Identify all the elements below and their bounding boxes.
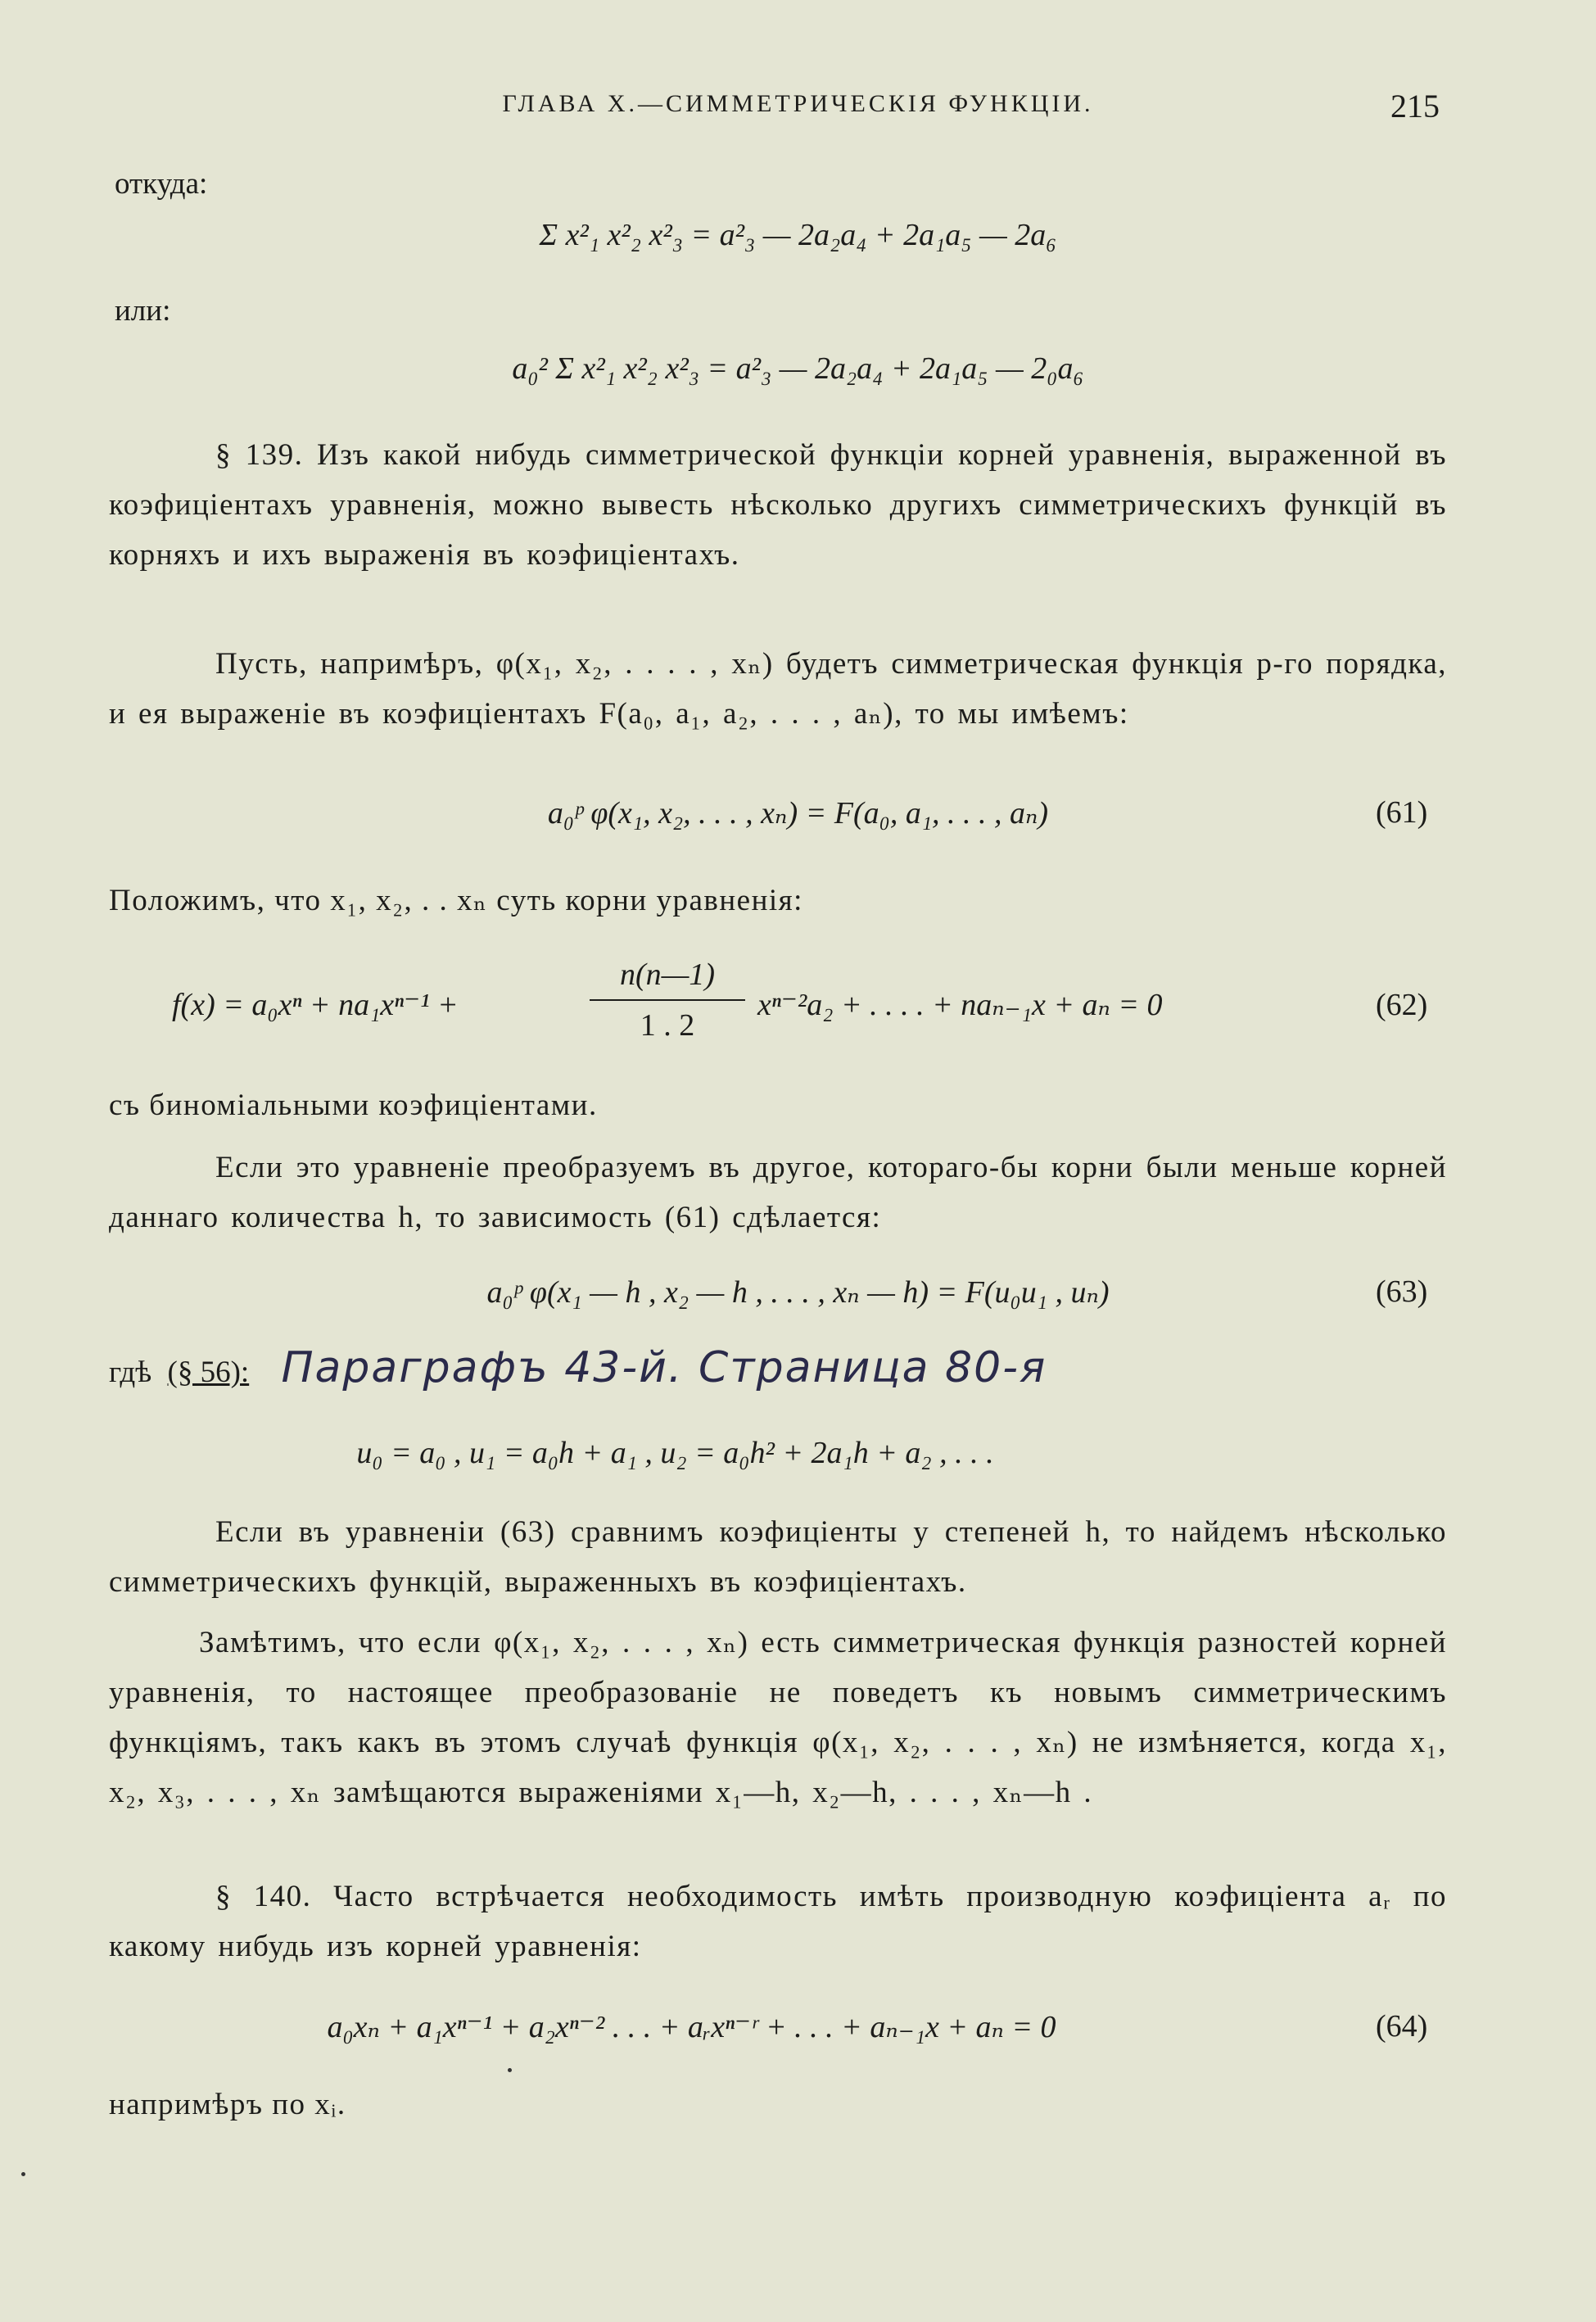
equation-62-fraction-denominator: 1 . 2 xyxy=(640,1008,695,1043)
equation-62-left: f(x) = a₀xⁿ + na₁xⁿ⁻¹ + xyxy=(172,988,459,1022)
page-number: 215 xyxy=(1390,88,1440,124)
equation-64: a₀xₙ + a₁xⁿ⁻¹ + a₂xⁿ⁻² . . . + aᵣxⁿ⁻ʳ + . . . + aₙ₋₁x + aₙ = 0 xyxy=(327,2010,1056,2044)
equation-1: Σ x²₁ x²₂ x²₃ = a²₃ — 2a₂a₄ + 2a₁a₅ — 2a₆ xyxy=(539,218,1057,252)
fraction-bar xyxy=(590,999,745,1001)
equation-2: a₀² Σ x²₁ x²₂ x²₃ = a²₃ — 2a₂a₄ + 2a₁a₅ — 2₀a₆ xyxy=(512,351,1084,386)
handwritten-note: Параграфъ 43-й. Страница 80-я xyxy=(281,1343,1047,1392)
paragraph-140: § 140. Часто встрѣчается необходимость имѣть производную коэфиціента aᵣ по какому нибудь изъ корней уравненія: xyxy=(109,1880,1447,1963)
text-gde: гдѣ xyxy=(109,1356,152,1389)
text-naprimer: напримѣръ по xᵢ. xyxy=(109,2088,346,2121)
paper-speck xyxy=(21,2172,25,2176)
paragraph-pust: Пусть, напримѣръ, φ(x₁, x₂, . . . . , xₙ) будетъ симметрическая функція p-го порядка, и ея выраженіе въ коэфиціентахъ F(a₀, a₁, a₂, . . . , aₙ), то мы имѣемъ: xyxy=(109,647,1447,731)
paragraph-esli-2: Если въ уравненіи (63) сравнимъ коэфиціенты у степеней h, то найдемъ нѣсколько симметрическихъ функцій, выраженныхъ въ коэфиціентахъ. xyxy=(109,1515,1447,1599)
equation-61-number: (61) xyxy=(1376,795,1428,830)
equation-63: a₀ᵖ φ(x₁ — h , x₂ — h , . . . , xₙ — h) = F(u₀u₁ , uₙ) xyxy=(486,1275,1110,1310)
equation-u: u₀ = a₀ , u₁ = a₀h + a₁ , u₂ = a₀h² + 2a₁h + a₂ , . . . xyxy=(356,1436,994,1470)
text-binom: съ биноміальными коэфиціентами. xyxy=(109,1089,598,1122)
equation-61: a₀ᵖ φ(x₁, x₂, . . . , xₙ) = F(a₀, a₁, . . . , aₙ) xyxy=(547,796,1049,831)
equation-63-number: (63) xyxy=(1376,1274,1428,1309)
paper-speck xyxy=(508,2068,512,2072)
gde-line xyxy=(109,1343,1047,1392)
text-ili: или: xyxy=(115,294,171,328)
section-reference: (§ 56): xyxy=(167,1356,250,1389)
equation-62-fraction-numerator: n(n—1) xyxy=(619,957,716,992)
paragraph-esli-1: Если это уравненіе преобразуемъ въ другое, котораго-бы корни были меньше корней даннаго количества h, то зависимость (61) сдѣлается: xyxy=(109,1151,1447,1234)
paragraph-139: § 139. Изъ какой нибудь симметрической функціи корней уравненія, выраженной въ коэфиціентахъ уравненія, можно вывесть нѣсколько другихъ симметрическихъ функцій въ корняхъ и ихъ выраженія въ коэфиціентахъ. xyxy=(109,438,1447,572)
running-head: ГЛАВА X.—СИММЕТРИЧЕСКІЯ ФУНКЦІИ. xyxy=(502,90,1094,117)
text-polozhim: Положимъ, что x₁, x₂, . . xₙ суть корни уравненія: xyxy=(109,884,803,917)
equation-62-right: xⁿ⁻²a₂ + . . . . + naₙ₋₁x + aₙ = 0 xyxy=(757,988,1163,1022)
paragraph-zametim: Замѣтимъ, что если φ(x₁, x₂, . . . , xₙ) есть симметрическая функція разностей корней уравненія, то настоящее преобразованіе не поведетъ къ новымъ симметрическимъ функціямъ, такъ какъ въ этомъ случаѣ функція φ(x₁, x₂, . . . , xₙ) не измѣняется, когда x₁, x₂, x₃, . . . , xₙ замѣщаются выраженіями x₁—h, x₂—h, . . . , xₙ—h . xyxy=(109,1626,1447,1809)
equation-62-number: (62) xyxy=(1376,988,1428,1022)
equation-64-number: (64) xyxy=(1376,2009,1428,2044)
text-otkuda: откуда: xyxy=(115,167,208,201)
